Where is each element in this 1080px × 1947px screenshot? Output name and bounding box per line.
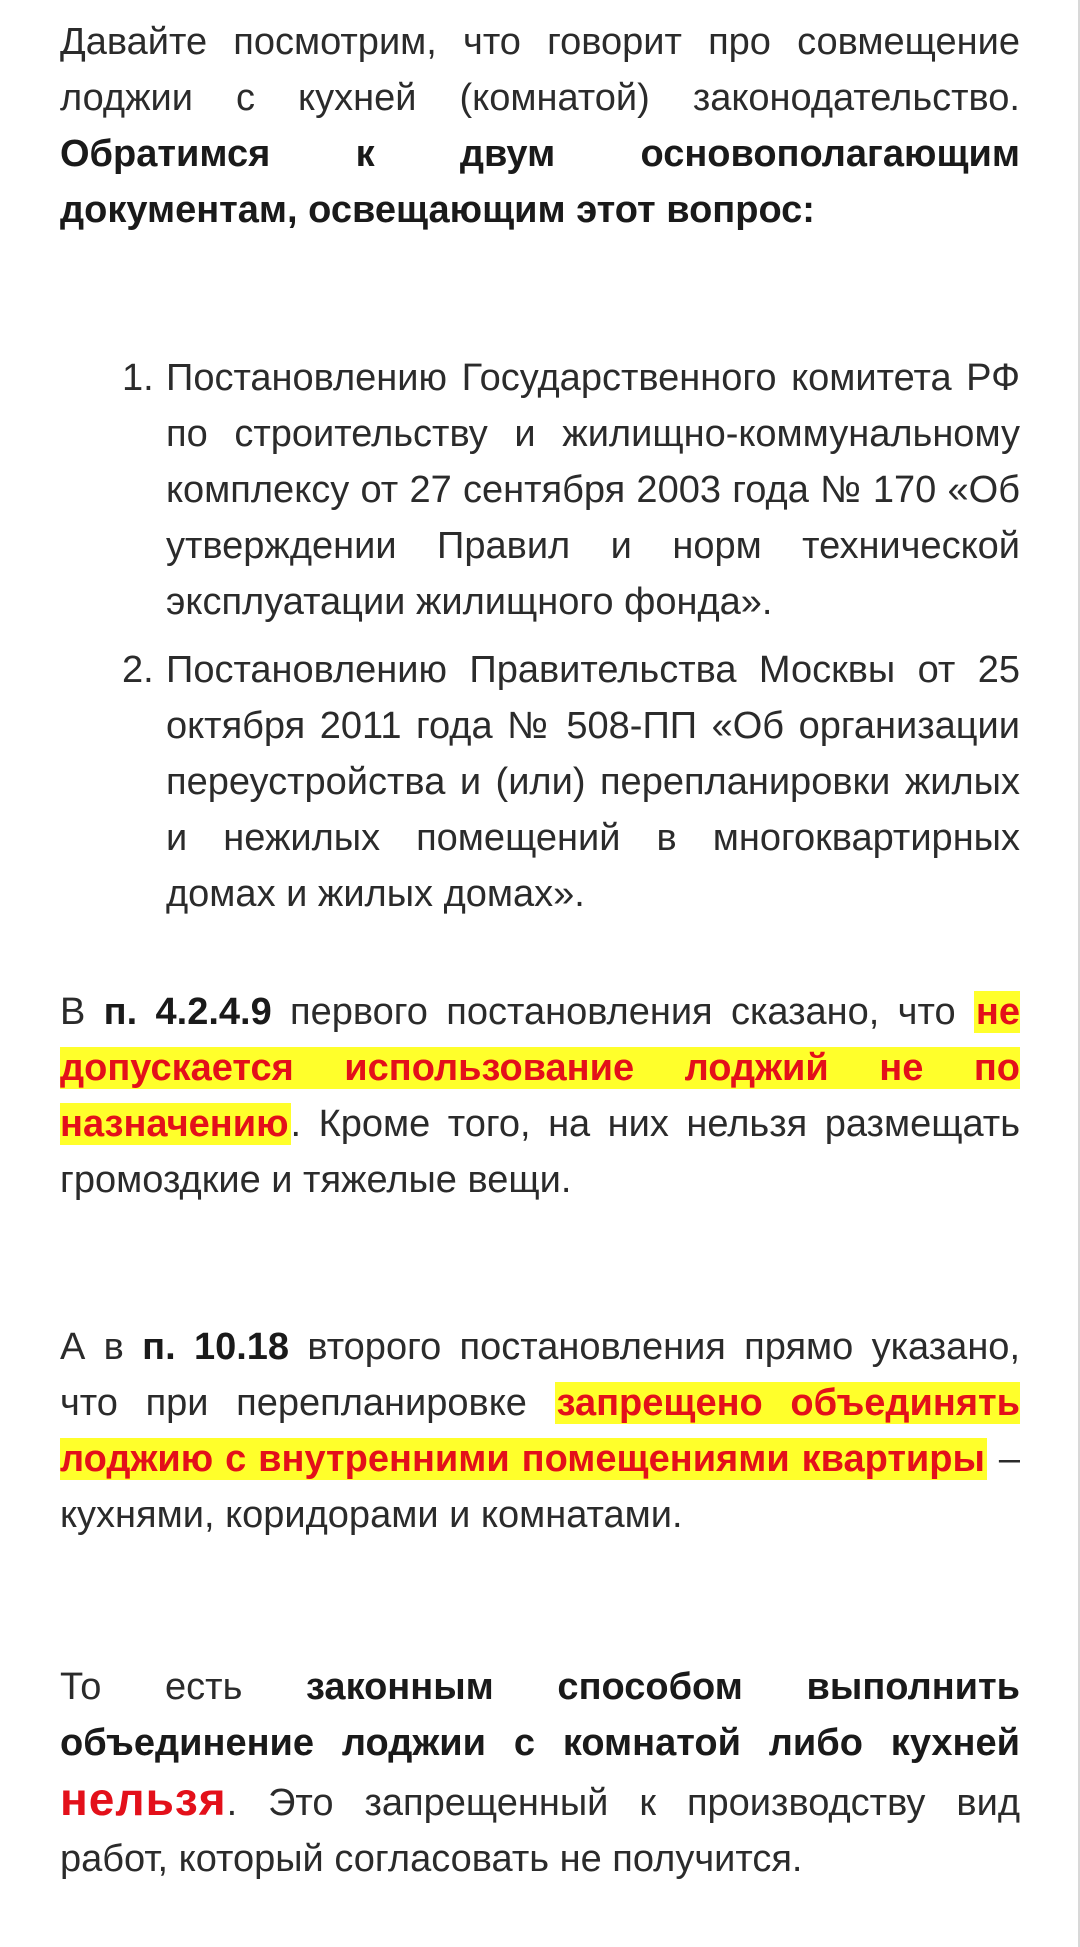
list-item-text: Постановлению Правительства Москвы от 25 октября 2011 года № 508-ПП «Об организации переустройства и (или) перепланировки жилых и нежилых помещений в многоквартирных домах и жилых домах». [166,649,1020,915]
list-item [60,642,1020,922]
list-item [60,350,1020,630]
intro-bold-text: Обратимся к двум основополагающим документам, освещающим этот вопрос: [60,133,1020,231]
paragraph-text: . Это запрещенный к производству вид работ, который согласовать не получится. [60,1782,1020,1880]
paragraph-text: То есть [60,1666,307,1708]
paragraph-text: В [60,991,104,1033]
clause-4249-paragraph [60,984,1020,1208]
conclusion-bold-text: законным способом выполнить объединение лоджии с комнатой либо кухней [60,1666,1020,1764]
forbidden-emphasis: нельзя [60,1773,227,1825]
list-item-text: Постановлению Государственного комитета РФ по строительству и жилищно-коммунальному комплексу от 27 сентября 2003 года № 170 «Об утверждении Правил и норм технической эксплуатации жилищного фонда». [166,357,1020,623]
list-item-number: 2. [122,649,154,691]
highlighted-prohibition: не допускается использование лоджий не по назначению [60,991,1020,1145]
paragraph-text: . Кроме того, на них нельзя размещать громоздкие и тяжелые вещи. [60,1103,1020,1201]
paragraph-text: А в [60,1326,143,1368]
clause-reference: п. 4.2.4.9 [103,991,272,1033]
paragraph-text: первого постановления сказано, что [271,991,974,1033]
documents-list [60,350,1020,922]
article-body [60,14,1020,1887]
conclusion-paragraph [60,1659,1020,1887]
intro-paragraph [60,14,1020,238]
intro-text: Давайте посмотрим, что говорит про совмещение лоджии с кухней (комнатой) законодательство. [60,21,1020,119]
paragraph-text: второго постановления прямо указано, что при перепланировке [60,1326,1020,1424]
highlighted-prohibition: запрещено объединять лоджию с внутренними помещениями квартиры [60,1382,1021,1480]
paragraph-text: – кухнями, коридорами и комнатами. [60,1438,1020,1536]
clause-reference: п. 10.18 [142,1326,290,1368]
clause-1018-paragraph [60,1319,1020,1543]
list-item-number: 1. [122,357,154,399]
